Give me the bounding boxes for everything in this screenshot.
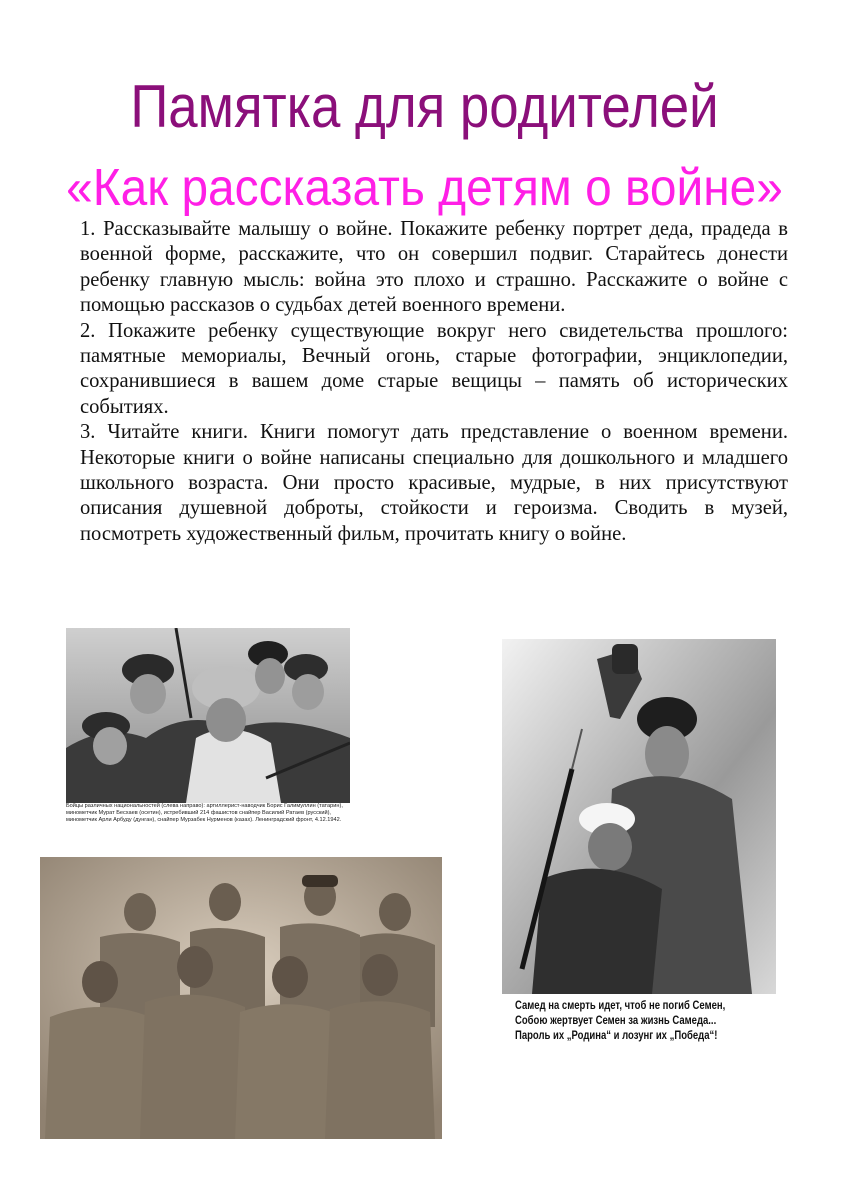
poster-caption-line-2: Собою жертвует Семен за жизнь Самеда... <box>515 1014 717 1027</box>
advice-text <box>80 217 788 547</box>
advice-paragraph-1: 1. Рассказывайте малышу о войне. Покажите ребенку портрет деда, прадеда в военной форме, расскажите, что он совершил подвиг. Старайтесь донести ребенку главную мысль: война это плохо и страшно. Расскажите о войне с помощью рассказов о судьбах детей военного времени. <box>80 218 788 317</box>
poster-caption-line-3: Пароль их „Родина“ и лозунг их „Победа“! <box>515 1029 718 1042</box>
advice-paragraph-2: 2. Покажите ребенку существующие вокруг него свидетельства прошлого: памятные мемориалы, Вечный огонь, старые фотографии, энциклопедии, сохранившиеся в вашем доме старые вещицы – память об исторических событиях. <box>80 319 788 418</box>
war-poster <box>502 639 776 1043</box>
poster-caption-line-1: Самед на смерть идет, чтоб не погиб Семен, <box>515 999 726 1012</box>
page-subtitle: «Как рассказать детям о войне» <box>66 159 783 217</box>
soldiers-winter-photo <box>66 628 350 803</box>
soldiers-group-portrait <box>40 857 442 1139</box>
page-title: Памятка для родителей <box>130 73 719 140</box>
soldiers-winter-photo-caption <box>66 803 350 830</box>
soldiers-winter-photo-caption-text: Бойцы различных национальностей (слева направо): артиллерист-наводчик Борис Галимуллин (татарин), минометчик Мурат Бесхаев (осетин), истребивший 214 фашистов снайпер Василий Ратаев (русский), минометчик Арли Арбуду (дунган), снайпер Мурзабек Нурменов (казах). Ленинградский фронт, 4.12.1942. <box>66 803 343 823</box>
advice-paragraph-3: 3. Читайте книги. Книги помогут дать представление о военном времени. Некоторые книги о войне написаны специально для дошкольного и младшего школьного возраста. Они просто красивые, мудрые, в них присутствуют описания душевной доброты, стойкости и героизма. Сводить в музей, посмотреть художественный фильм, прочитать книгу о войне. <box>80 421 788 545</box>
